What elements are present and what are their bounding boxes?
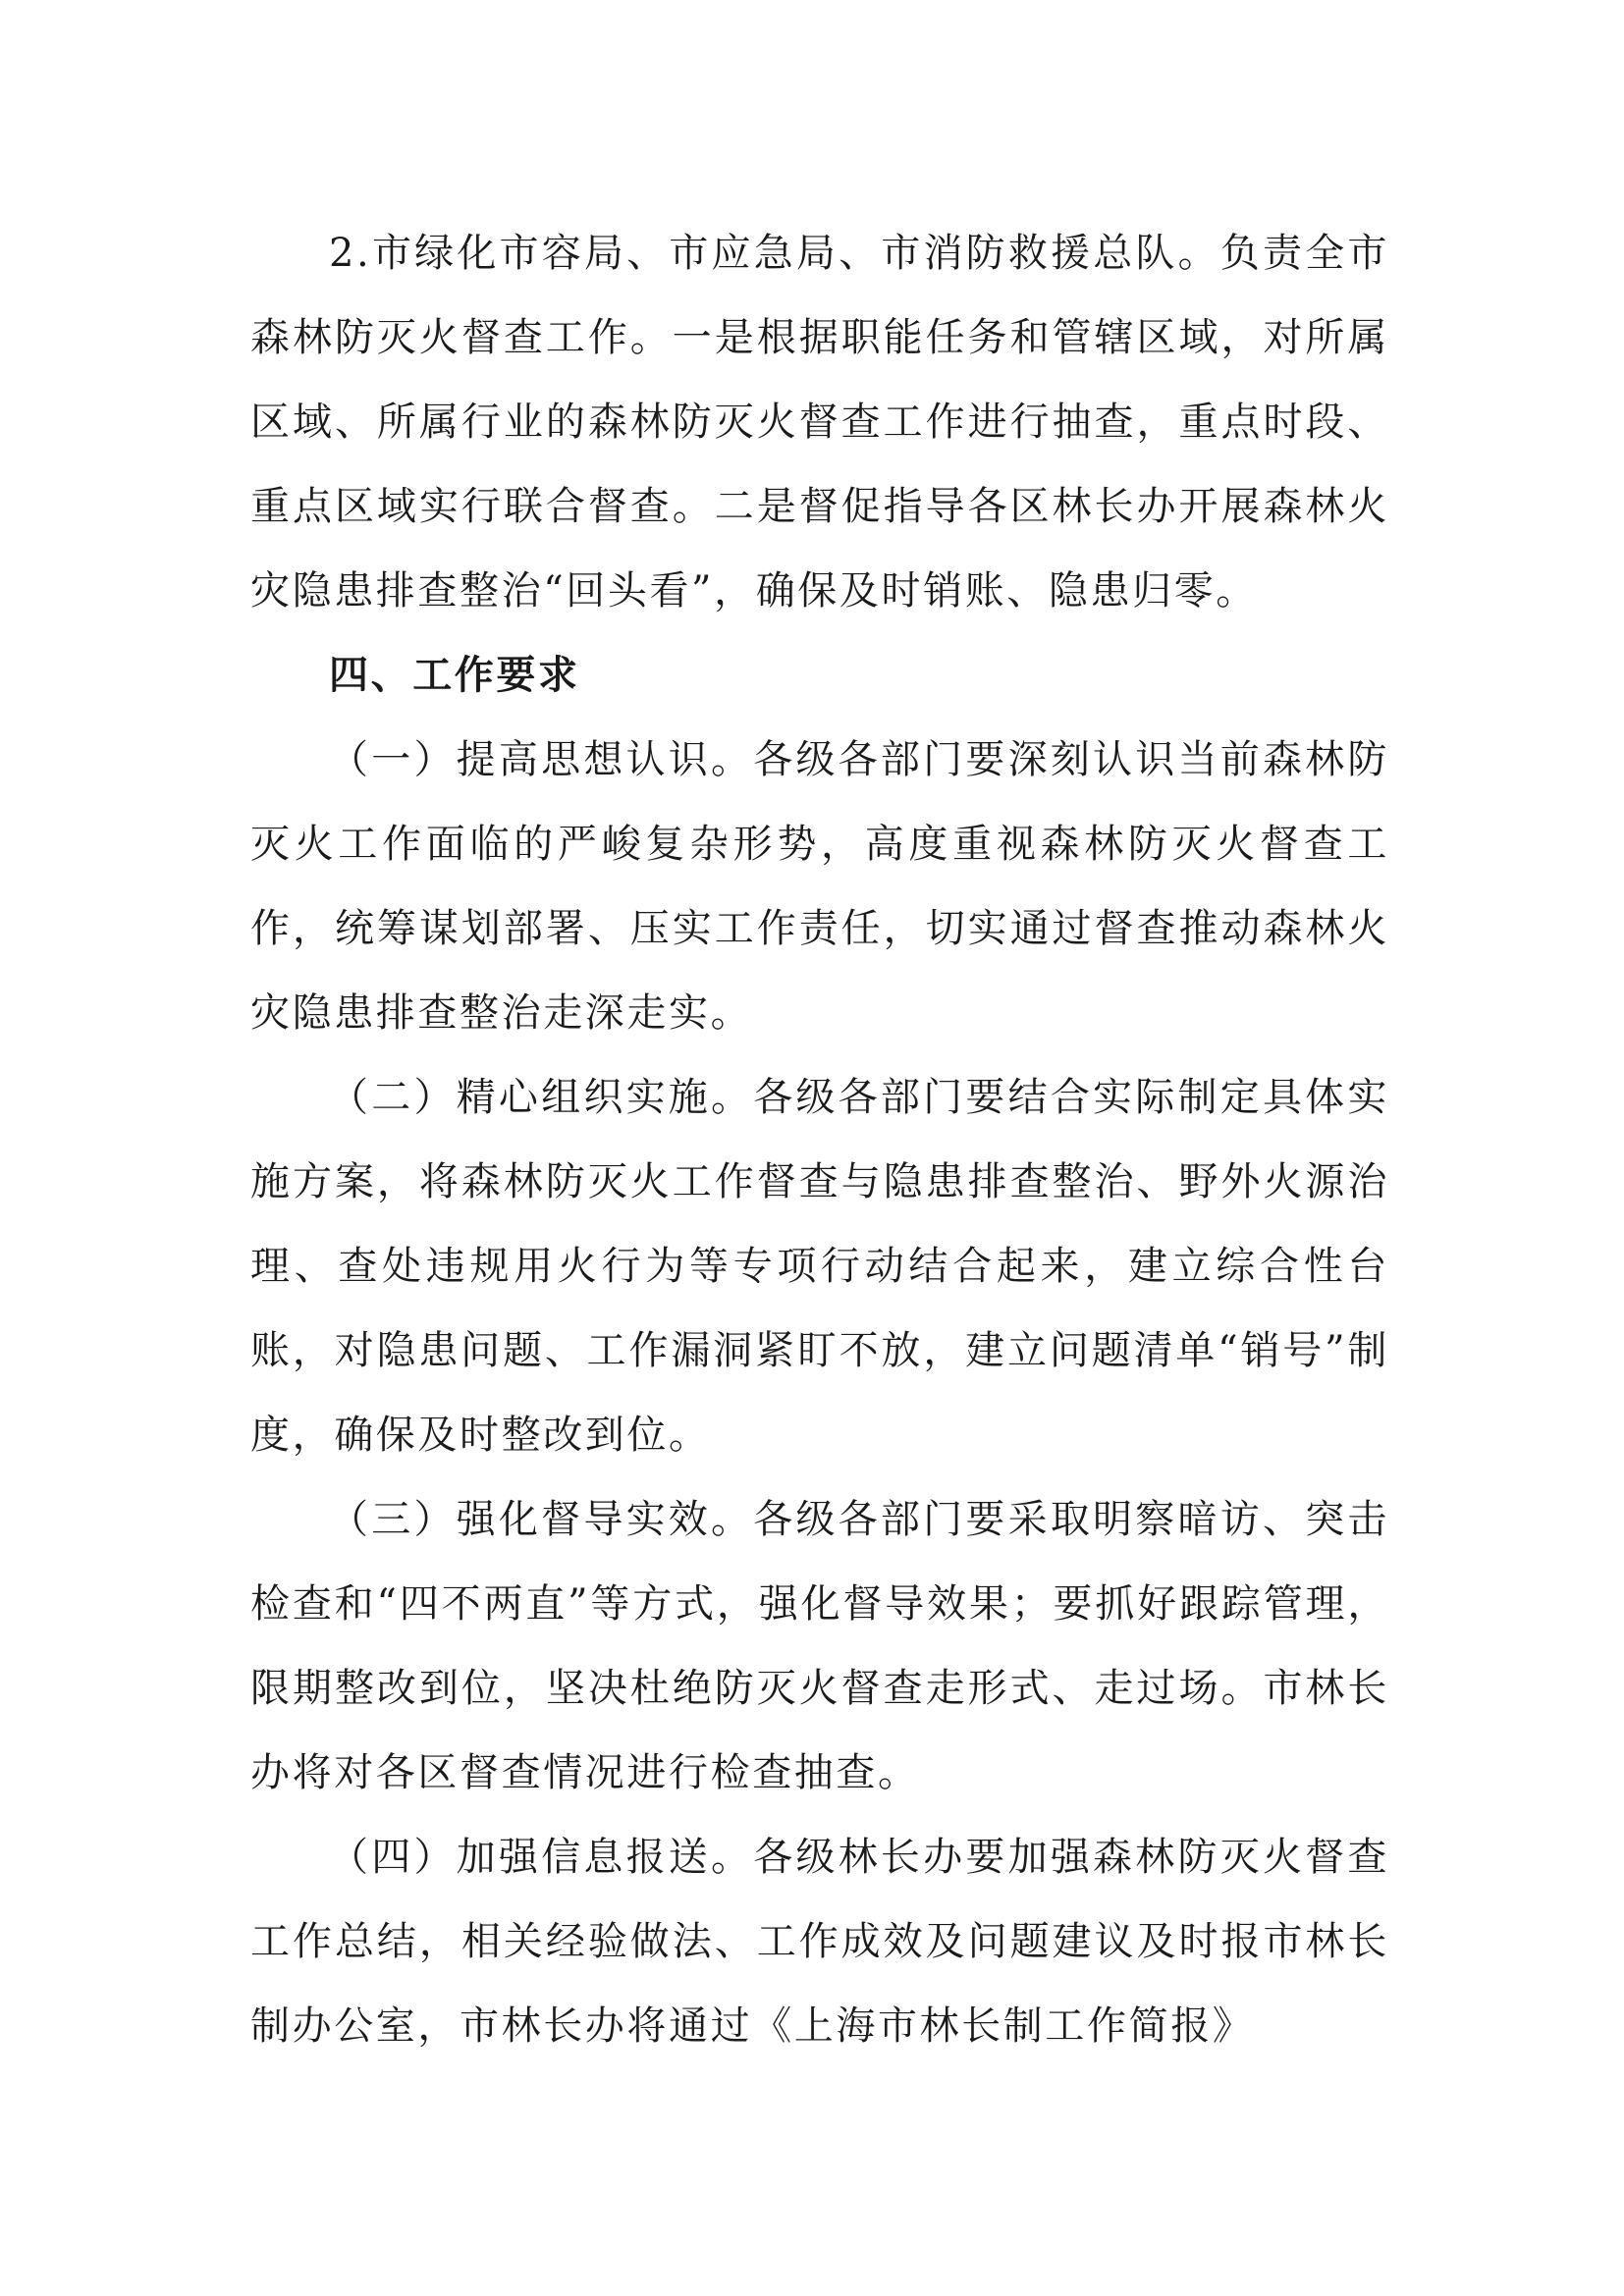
- paragraph-requirement-3: （三）强化督导实效。各级各部门要采取明察暗访、突击检查和“四不两直”等方式，强化督导效果；要抓好跟踪管理，限期整改到位，坚决杜绝防灭火督查走形式、走过场。市林长办将对各区督查情况进行检查抽查。: [250, 1497, 1389, 1795]
- paragraph-requirement-1: （一）提高思想认识。各级各部门要深刻认识当前森林防灭火工作面临的严峻复杂形势，高度重视森林防灭火督查工作，统筹谋划部署、压实工作责任，切实通过督查推动森林火灾隐患排查整治走深走实。: [250, 737, 1389, 1036]
- document-body: [250, 211, 1389, 2068]
- paragraph-requirement-4: （四）加强信息报送。各级林长办要加强森林防灭火督查工作总结，相关经验做法、工作成效及问题建议及时报市林长制办公室，市林长办将通过《上海市林长制工作简报》: [250, 1835, 1389, 2049]
- paragraph-requirement-2: （二）精心组织实施。各级各部门要结合实际制定具体实施方案，将森林防灭火工作督查与隐患排查整治、野外火源治理、查处违规用火行为等专项行动结合起来，建立综合性台账，对隐患问题、工作漏洞紧盯不放，建立问题清单“销号”制度，确保及时整改到位。: [250, 1075, 1389, 1458]
- paragraph-item-2: 2.市绿化市容局、市应急局、市消防救援总队。负责全市森林防灭火督查工作。一是根据职能任务和管辖区域，对所属区域、所属行业的森林防灭火督查工作进行抽查，重点时段、重点区域实行联合督查。二是督促指导各区林长办开展森林火灾隐患排查整治“回头看”，确保及时销账、隐患归零。: [250, 231, 1389, 614]
- section-heading-work-requirements: 四、工作要求: [329, 653, 580, 698]
